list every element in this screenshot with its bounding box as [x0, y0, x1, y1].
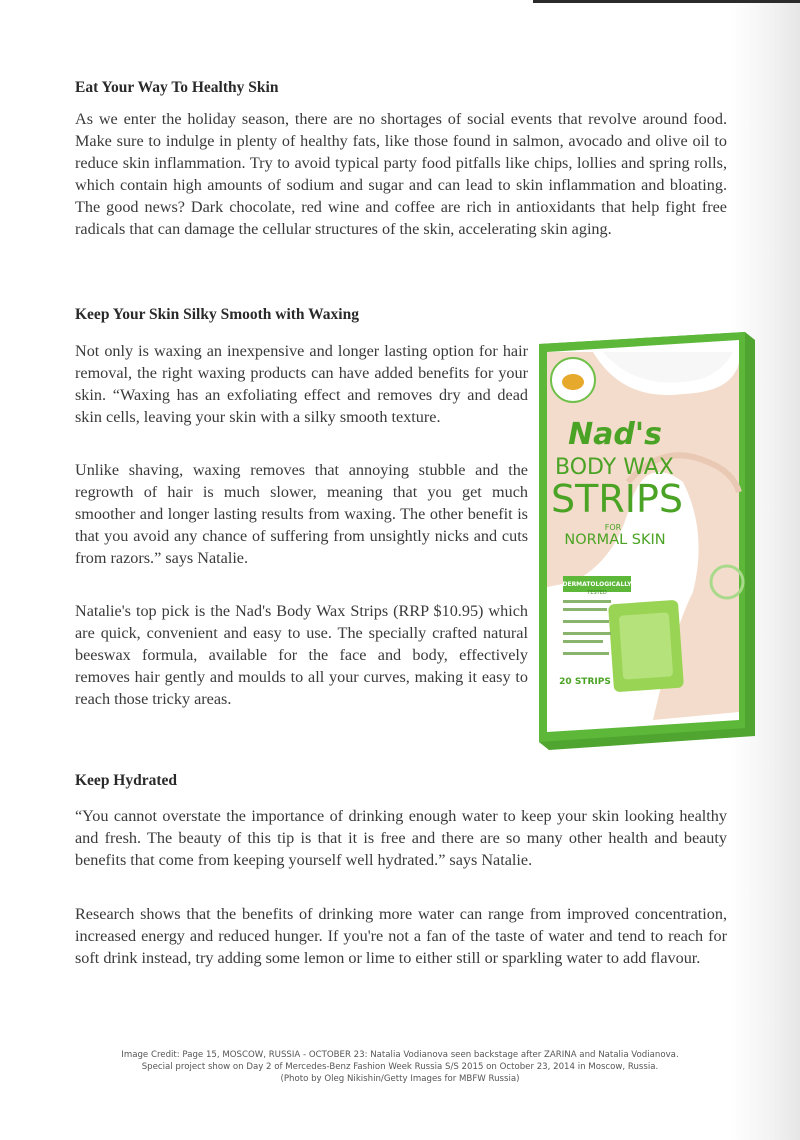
credit-line-3: (Photo by Oleg Nikishin/Getty Images for MBFW Russia) [280, 1074, 520, 1084]
top-rule [533, 0, 800, 3]
paragraph-waxing-3: Natalie's top pick is the Nad's Body Wax Strips (RRP $10.95) which are quick, convenient and easy to use. The specially crafted natural beeswax formula, available for the face and body, effectively removes hair gently and moulds to all your curves, making it easy to reach those tricky areas. [75, 602, 528, 708]
strip-count: 20 STRIPS [559, 677, 611, 687]
product-line2: STRIPS [551, 477, 683, 521]
heading-waxing: Keep Your Skin Silky Smooth with Waxing [75, 306, 359, 323]
paragraph-waxing-1: Not only is waxing an inexpensive and longer lasting option for hair removal, the right waxing products can have added benefits for your skin. “Waxing has an exfoliating effect and removes dry and dead skin cells, leaving your skin with a silky smooth texture. [75, 342, 528, 426]
product-line1: BODY WAX [555, 455, 674, 480]
brand-logo: Nad's [568, 417, 662, 452]
paragraph-hydrated-1: “You cannot overstate the importance of drinking enough water to keep your skin looking healthy and fresh. The beauty of this tip is that it is free and there are so many other health and beauty benefits that come from keeping yourself well hydrated.” says Natalie. [75, 807, 727, 869]
paragraph-hydrated-2: Research shows that the benefits of drinking more water can range from improved concentration, increased energy and reduced hunger. If you're not a fan of the taste of water and tend to reach for soft drink instead, try adding some lemon or lime to either still or sparkling water to add flavour. [75, 905, 727, 967]
derm-badge: DERMATOLOGICALLY [562, 581, 632, 588]
heading-hydrated: Keep Hydrated [75, 772, 178, 789]
derm-badge-sub: TESTED [587, 590, 607, 596]
product-box [533, 332, 755, 750]
credit-line-2: Special project show on Day 2 of Mercedes-Benz Fashion Week Russia S/S 2015 on October 23, 2014 in Moscow, Russia. [141, 1062, 659, 1072]
heading-eat: Eat Your Way To Healthy Skin [75, 79, 279, 96]
paragraph-eat: As we enter the holiday season, there are no shortages of social events that revolve around food. Make sure to indulge in plenty of healthy fats, like those found in salmon, avocado and olive oil to reduce skin inflammation. Try to avoid typical party food pitfalls like chips, lollies and spring rolls, which contain high amounts of sodium and sugar and can lead to skin inflammation and bloating. The good news? Dark chocolate, red wine and coffee are rich in antioxidants that help fight free radicals that can damage the cellular structures of the skin, accelerating skin aging. [75, 110, 727, 238]
product-image [533, 332, 755, 750]
credit-line-1: Image Credit: Page 15, MOSCOW, RUSSIA - OCTOBER 23: Natalia Vodianova seen backstage after ZARINA and Natalia Vodianova. [121, 1050, 679, 1060]
image-credit [90, 1049, 710, 1085]
paragraph-waxing-2: Unlike shaving, waxing removes that annoying stubble and the regrowth of hair is much slower, meaning that you get much smoother and longer lasting results from waxing. The other benefit is that you avoid any chance of suffering from unsightly nicks and cuts from razors.” says Natalie. [75, 461, 528, 567]
product-for: FOR [604, 523, 622, 532]
product-skin-type: NORMAL SKIN [564, 532, 666, 548]
